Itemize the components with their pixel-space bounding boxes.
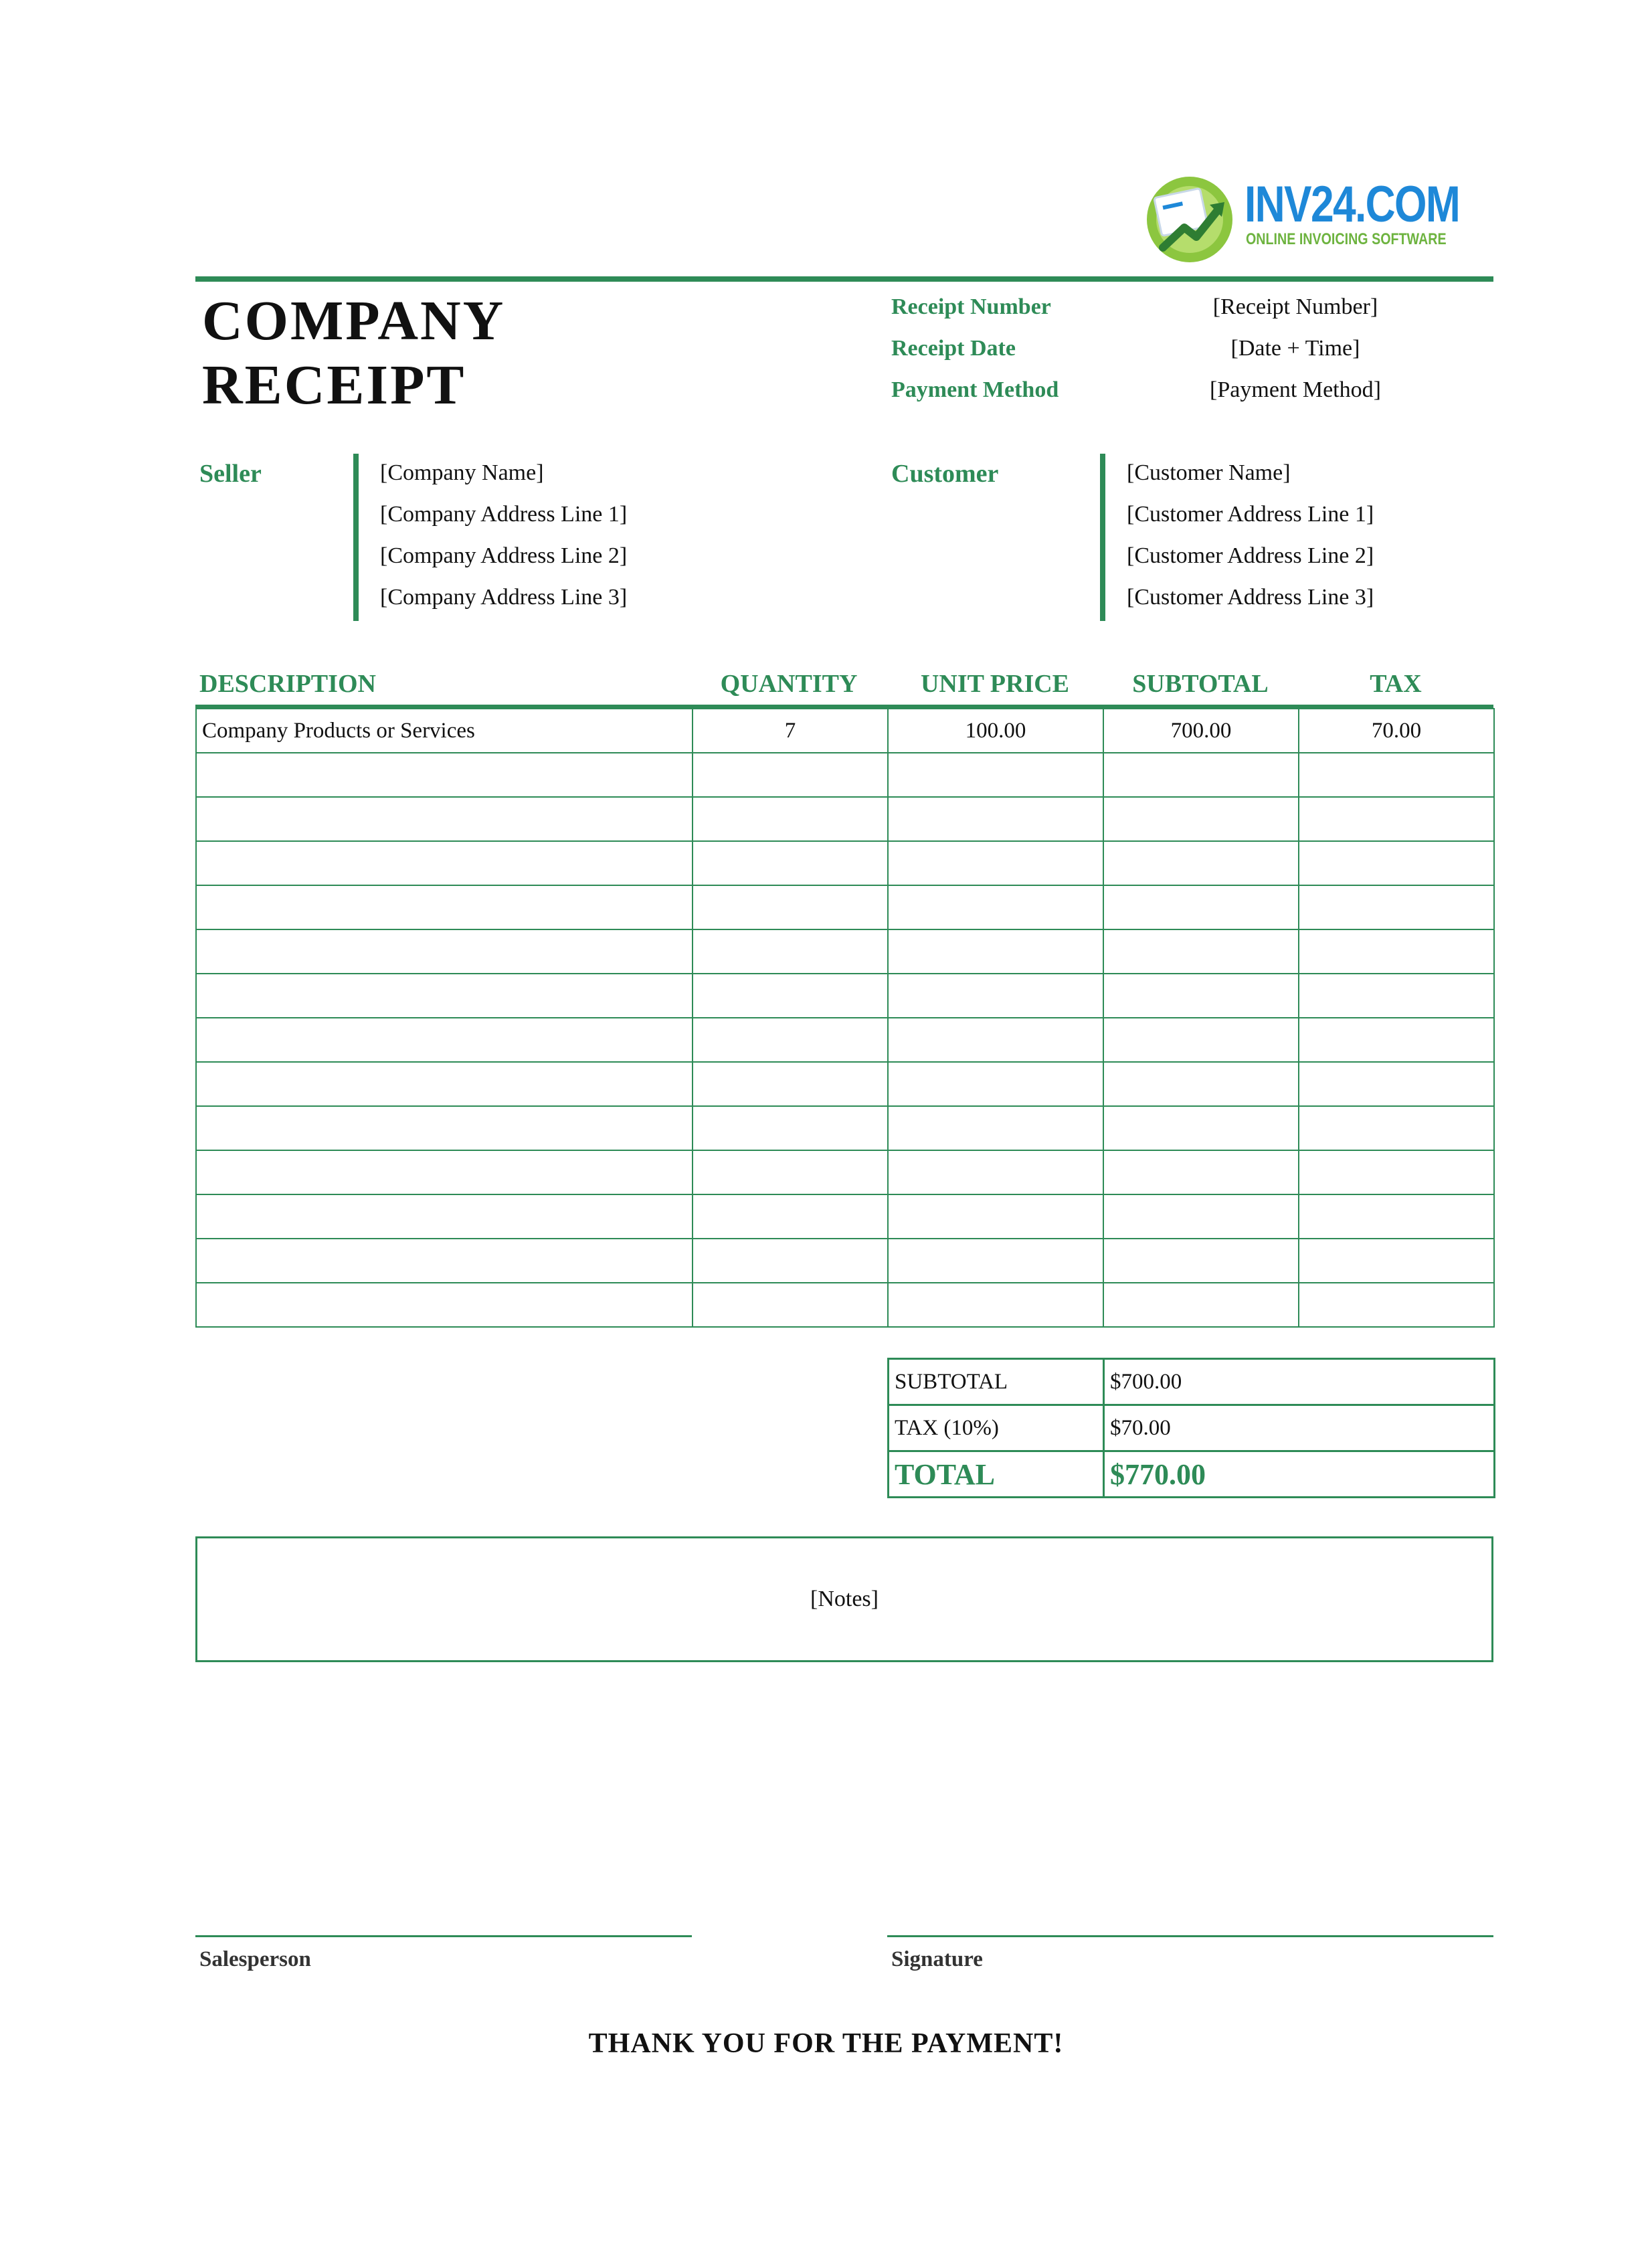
cell-description: Company Products or Services — [196, 709, 693, 753]
receipt-number-label: Receipt Number — [891, 294, 1051, 319]
subtotal-label: SUBTOTAL — [889, 1359, 1104, 1405]
cell-tax — [1299, 841, 1494, 885]
cell-subtotal: 700.00 — [1103, 709, 1299, 753]
cell-unit-price — [888, 1239, 1103, 1283]
notes-text: [Notes] — [810, 1587, 879, 1611]
seller-address — [380, 452, 627, 618]
cell-description — [196, 974, 693, 1018]
customer-address-line-2: [Customer Address Line 2] — [1127, 543, 1374, 568]
tax-value: $70.00 — [1104, 1405, 1495, 1451]
payment-method-value: [Payment Method] — [1210, 377, 1381, 402]
cell-quantity — [693, 929, 888, 974]
receipt-date-value: [Date + Time] — [1230, 336, 1360, 361]
header-unit-price: UNIT PRICE — [920, 670, 1070, 698]
cell-unit-price — [888, 841, 1103, 885]
salesperson-line — [195, 1935, 692, 1937]
top-divider — [195, 276, 1493, 282]
cell-subtotal — [1103, 1150, 1299, 1194]
seller-address-line-1: [Company Address Line 1] — [380, 502, 628, 527]
receipt-date-label: Receipt Date — [891, 336, 1016, 361]
cell-tax — [1299, 1150, 1494, 1194]
cell-tax — [1299, 1239, 1494, 1283]
cell-quantity — [693, 1194, 888, 1239]
cell-description — [196, 797, 693, 841]
total-value: $770.00 — [1104, 1451, 1495, 1498]
cell-subtotal — [1103, 1239, 1299, 1283]
tax-label: TAX (10%) — [889, 1405, 1104, 1451]
cell-unit-price: 100.00 — [888, 709, 1103, 753]
cell-unit-price — [888, 1194, 1103, 1239]
cell-unit-price — [888, 974, 1103, 1018]
title-line-2: RECEIPT — [202, 354, 466, 416]
table-row — [196, 797, 1494, 841]
payment-method-label: Payment Method — [891, 377, 1059, 402]
customer-address-line-1: [Customer Address Line 1] — [1127, 502, 1374, 527]
cell-quantity: 7 — [693, 709, 888, 753]
table-row — [196, 929, 1494, 974]
cell-tax — [1299, 1018, 1494, 1062]
cell-quantity — [693, 797, 888, 841]
logo-tagline: ONLINE INVOICING SOFTWARE — [1246, 230, 1447, 248]
cell-subtotal — [1103, 929, 1299, 974]
seller-company-name: [Company Name] — [380, 460, 544, 485]
table-row — [196, 709, 1494, 753]
table-row — [196, 885, 1494, 929]
logo-brand-text: INV24.COM — [1245, 176, 1460, 233]
cell-quantity — [693, 841, 888, 885]
table-row — [196, 1018, 1494, 1062]
cell-unit-price — [888, 929, 1103, 974]
thank-you-message: THANK YOU FOR THE PAYMENT! — [588, 2028, 1064, 2059]
cell-description — [196, 1018, 693, 1062]
table-row — [196, 1106, 1494, 1150]
cell-quantity — [693, 974, 888, 1018]
title-line-1: COMPANY — [202, 290, 506, 352]
cell-unit-price — [888, 885, 1103, 929]
cell-subtotal — [1103, 974, 1299, 1018]
cell-quantity — [693, 1150, 888, 1194]
cell-description — [196, 753, 693, 797]
total-label: TOTAL — [889, 1451, 1104, 1498]
cell-tax — [1299, 885, 1494, 929]
table-row — [196, 841, 1494, 885]
cell-quantity — [693, 1062, 888, 1106]
header-tax: TAX — [1370, 670, 1422, 698]
page-title — [202, 289, 505, 418]
notes-box[interactable] — [195, 1536, 1493, 1662]
table-row — [196, 753, 1494, 797]
salesperson-label: Salesperson — [199, 1947, 311, 1971]
cell-tax: 70.00 — [1299, 709, 1494, 753]
cell-quantity — [693, 1283, 888, 1327]
cell-subtotal — [1103, 1018, 1299, 1062]
cell-quantity — [693, 1239, 888, 1283]
cell-quantity — [693, 1106, 888, 1150]
cell-unit-price — [888, 753, 1103, 797]
cell-description — [196, 1283, 693, 1327]
table-row — [196, 1150, 1494, 1194]
items-table — [195, 708, 1495, 1328]
table-row — [196, 1283, 1494, 1327]
header-description: DESCRIPTION — [199, 670, 376, 698]
header-subtotal: SUBTOTAL — [1132, 670, 1269, 698]
table-row — [196, 1239, 1494, 1283]
customer-bar — [1100, 454, 1105, 621]
cell-quantity — [693, 753, 888, 797]
cell-tax — [1299, 929, 1494, 974]
cell-subtotal — [1103, 1283, 1299, 1327]
tax-row — [889, 1405, 1495, 1451]
cell-tax — [1299, 1194, 1494, 1239]
cell-unit-price — [888, 797, 1103, 841]
cell-subtotal — [1103, 1062, 1299, 1106]
cell-subtotal — [1103, 841, 1299, 885]
cell-description — [196, 1062, 693, 1106]
cell-description — [196, 929, 693, 974]
logo-mark-icon — [1143, 173, 1236, 266]
customer-address — [1127, 452, 1374, 618]
total-row — [889, 1451, 1495, 1498]
header-quantity: QUANTITY — [720, 670, 858, 698]
cell-subtotal — [1103, 1194, 1299, 1239]
totals-table — [887, 1358, 1495, 1498]
signature-line — [887, 1935, 1493, 1937]
subtotal-row — [889, 1359, 1495, 1405]
cell-subtotal — [1103, 797, 1299, 841]
subtotal-value: $700.00 — [1104, 1359, 1495, 1405]
seller-address-line-3: [Company Address Line 3] — [380, 585, 628, 610]
signature-label: Signature — [891, 1947, 983, 1971]
seller-label: Seller — [199, 460, 262, 488]
customer-address-line-3: [Customer Address Line 3] — [1127, 585, 1374, 610]
cell-tax — [1299, 1283, 1494, 1327]
seller-address-line-2: [Company Address Line 2] — [380, 543, 628, 568]
receipt-number-value: [Receipt Number] — [1212, 294, 1378, 319]
cell-unit-price — [888, 1150, 1103, 1194]
cell-description — [196, 1150, 693, 1194]
customer-name: [Customer Name] — [1127, 460, 1291, 485]
cell-quantity — [693, 1018, 888, 1062]
cell-description — [196, 885, 693, 929]
cell-unit-price — [888, 1283, 1103, 1327]
cell-description — [196, 1239, 693, 1283]
cell-tax — [1299, 797, 1494, 841]
table-row — [196, 1194, 1494, 1239]
seller-bar — [353, 454, 359, 621]
cell-tax — [1299, 753, 1494, 797]
cell-description — [196, 841, 693, 885]
cell-description — [196, 1106, 693, 1150]
cell-subtotal — [1103, 885, 1299, 929]
table-row — [196, 1062, 1494, 1106]
cell-quantity — [693, 885, 888, 929]
cell-subtotal — [1103, 1106, 1299, 1150]
cell-tax — [1299, 1062, 1494, 1106]
customer-label: Customer — [891, 460, 999, 488]
cell-unit-price — [888, 1062, 1103, 1106]
cell-unit-price — [888, 1106, 1103, 1150]
table-row — [196, 974, 1494, 1018]
cell-tax — [1299, 1106, 1494, 1150]
cell-subtotal — [1103, 753, 1299, 797]
cell-unit-price — [888, 1018, 1103, 1062]
cell-tax — [1299, 974, 1494, 1018]
cell-description — [196, 1194, 693, 1239]
